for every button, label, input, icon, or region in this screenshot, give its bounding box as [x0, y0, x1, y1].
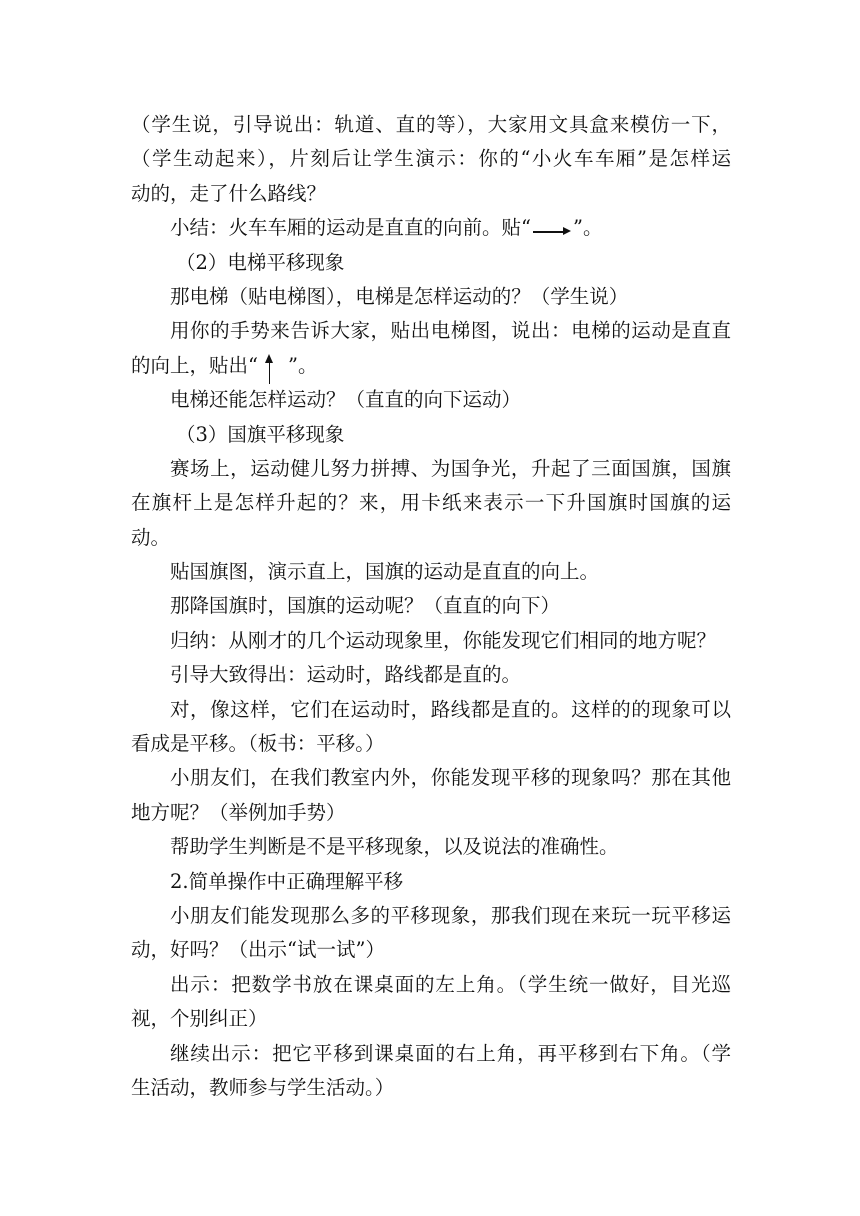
paragraph-line: 那电梯（贴电梯图），电梯是怎样运动的？（学生说）	[170, 284, 629, 308]
paragraph-line: 生活动，教师参与学生活动。）	[131, 1075, 395, 1099]
paragraph-line: 帮助学生判断是不是平移现象，以及说法的准确性。	[170, 835, 619, 859]
paragraph-line	[131, 211, 731, 245]
text-segment: 小结：火车车厢的运动是直直的向前。贴“	[170, 216, 531, 240]
paragraph-line: 出示：把数学书放在课桌面的左上角。（学生统一做好，目光巡	[170, 972, 731, 996]
text-segment: 的向上，贴出“	[131, 353, 258, 377]
paragraph-line: 视，个别纠正）	[131, 1007, 268, 1031]
paragraph-line: （学生说，引导说出：轨道、直的等），大家用文具盒来模仿一下，	[131, 113, 731, 136]
paragraph-line: 地方呢？（举例加手势）	[131, 800, 346, 824]
paragraph-line: 引导大致得出：运动时，路线都是直的。	[170, 663, 522, 687]
paragraph-line: （学生动起来），片刻后让学生演示：你的“小火车车厢”是怎样运	[131, 147, 731, 171]
section-heading: （2）电梯平移现象	[176, 250, 345, 274]
paragraph-line: 贴国旗图，演示直上，国旗的运动是直直的向上。	[170, 560, 600, 584]
paragraph-line: 继续出示：把它平移到课桌面的右上角，再平移到右下角。（学	[170, 1041, 731, 1065]
paragraph-line	[131, 349, 731, 383]
section-heading: 2.简单操作中正确理解平移	[170, 869, 404, 893]
paragraph-line: 小朋友们，在我们教室内外，你能发现平移的现象吗？那在其他	[170, 766, 731, 790]
section-heading: （3）国旗平移现象	[176, 422, 345, 446]
paragraph-line: 用你的手势来告诉大家，贴出电梯图，说出：电梯的运动是直直	[170, 319, 731, 343]
document-body	[131, 108, 731, 1105]
paragraph-line: 在旗杆上是怎样升起的？来，用卡纸来表示一下升国旗时国旗的运	[131, 491, 731, 515]
paragraph-line: 小朋友们能发现那么多的平移现象，那我们现在来玩一玩平移运	[170, 903, 731, 927]
paragraph-line: 看成是平移。（板书：平移。）	[131, 732, 385, 756]
paragraph-line: 那降国旗时，国旗的运动呢？（直直的向下）	[170, 594, 561, 618]
arrow-up-icon	[264, 354, 276, 384]
paragraph-line: 赛场上，运动健儿努力拼搏、为国争光，升起了三面国旗，国旗	[170, 456, 731, 480]
paragraph-line: 对，像这样，它们在运动时，路线都是直的。这样的的现象可以	[170, 697, 731, 721]
arrow-right-icon	[533, 226, 571, 236]
text-segment: ”。	[287, 353, 318, 377]
paragraph-line: 电梯还能怎样运动？（直直的向下运动）	[170, 388, 522, 412]
paragraph-line: 动的，走了什么路线？	[131, 181, 327, 205]
paragraph-line: 动，好吗？（出示“试一试”）	[131, 938, 385, 962]
text-segment: ”。	[572, 216, 603, 240]
paragraph-line: 归纳：从刚才的几个运动现象里，你能发现它们相同的地方呢？	[170, 628, 717, 652]
paragraph-line: 动。	[131, 525, 171, 549]
